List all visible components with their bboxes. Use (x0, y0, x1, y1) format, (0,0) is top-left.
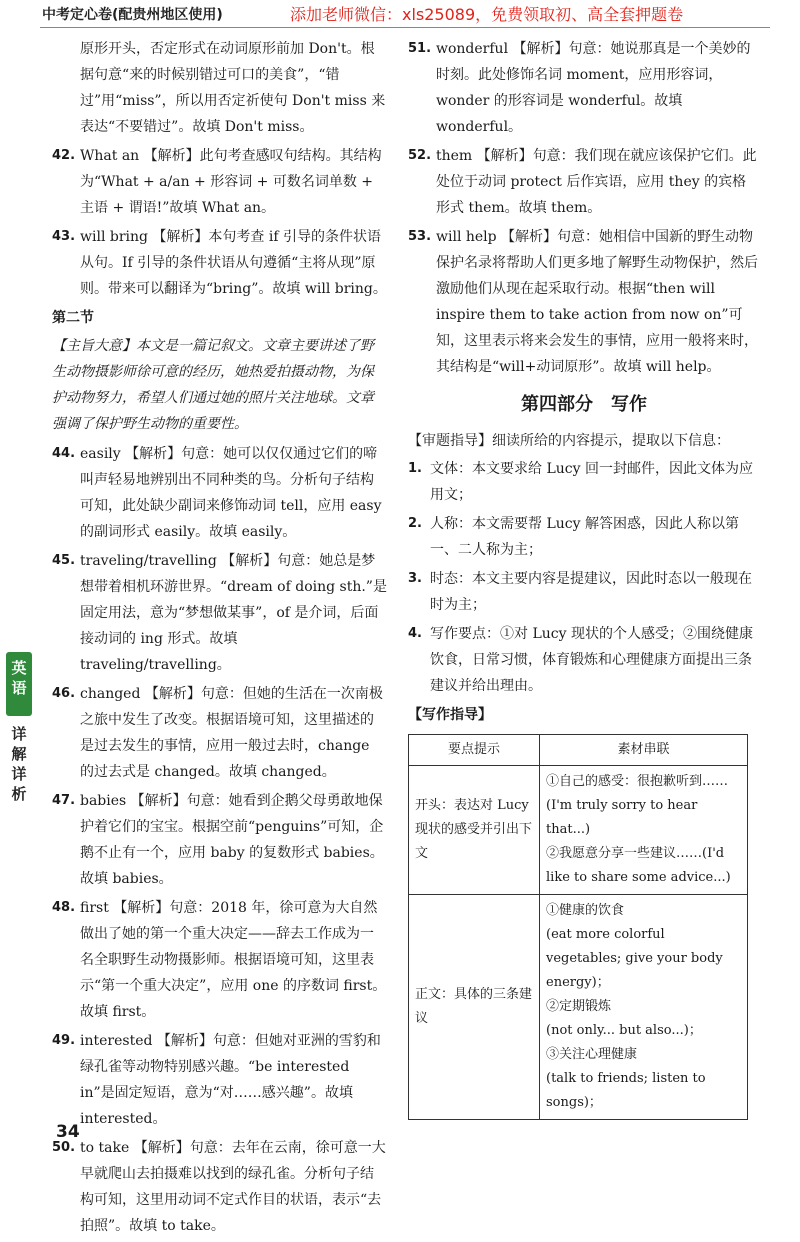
page-number: 34 (56, 1122, 80, 1142)
answer-item (52, 1028, 387, 1132)
answer-text: wonderful 【解析】句意：她说那真是一个美妙的时刻。此处修饰名词 moment，应用形容词，wonder 的形容词是 wonderful。故填 wonderful。 (436, 41, 751, 135)
answer-text: 原形开头，否定形式在动词原形前加 Don't。根据句意“来的时候别错过可口的美食”，“错过”用“miss”，所以用否定祈使句 Don't miss 来表达“不要错过”。故填 Don't miss。 (80, 41, 386, 135)
table-cell-point: 正文：具体的三条建议 (409, 895, 540, 1120)
guide-point (408, 566, 760, 618)
answer-text: What an 【解析】此句考查感叹句结构。其结构为“What + a/an + 形容词 + 可数名词单数 + 主语 + 谓语!”故填 What an。 (80, 148, 382, 216)
answer-number: 42. (52, 148, 76, 163)
answer-text: will bring 【解析】本句考查 if 引导的条件状语从句。If 引导的条件状语从句遵循“主将从现”原则。带来可以翻译为“bring”。故填 will bring。 (80, 229, 387, 297)
table-header: 素材串联 (540, 735, 748, 766)
answer-item (408, 143, 760, 221)
guide-point (408, 621, 760, 699)
answer-item (52, 788, 387, 892)
answer-text: will help 【解析】句意：她相信中国新的野生动物保护名录将帮助人们更多地了解野生动物保护，然后激励他们从现在起采取行动。根据“then will inspire them to take action from now on”可知，这里表示将来会发生的事情，应用一般将来时，其结构是“will+动词原形”。故填 will help。 (436, 229, 758, 375)
answer-text: them 【解析】句意：我们现在就应该保护它们。此处位于动词 protect 后作宾语，应用 they 的宾格形式 them。故填 them。 (436, 148, 757, 216)
answer-number: 43. (52, 229, 76, 244)
answer-number: 46. (52, 686, 76, 701)
answer-text: traveling/travelling 【解析】句意：她总是梦想带着相机环游世界。“dream of doing sth.”是固定用法，意为“梦想做某事”，of 是介词，后面接动词的 ing 形式。故填 traveling/travelling。 (80, 553, 387, 673)
material-line: (not only... but also...)； (546, 1023, 702, 1038)
table-cell-material (540, 895, 748, 1120)
left-column (52, 36, 387, 1242)
answer-number: 47. (52, 793, 76, 808)
answer-text: first 【解析】句意：2018 年，徐可意为大自然做出了她的第一个重大决定——辞去工作成为一名全职野生动物摄影师。根据语境可知，这里表示“第一个重大决定”，应用 one 的序数词 first。故填 first。 (80, 900, 387, 1020)
answer-item (52, 548, 387, 678)
material-line: (eat more colorful vegetables; give your body energy)； (546, 927, 723, 990)
watermark-text: 添加老师微信：xls25089，免费领取初、高全套押题卷 (290, 5, 684, 24)
answer-text: to take 【解析】句意：去年在云南，徐可意一大早就爬山去拍摄难以找到的绿孔雀。分析句子结构可知，这里用动词不定式作目的状语，表示“去拍照”。故填 to take。 (80, 1140, 386, 1234)
answer-number: 48. (52, 900, 76, 915)
table-header-row (409, 735, 748, 766)
guide-point (408, 511, 760, 563)
book-title: 中考定心卷(配贵州地区使用) (42, 7, 223, 23)
answer-item (52, 895, 387, 1025)
point-number: 4. (408, 626, 422, 641)
table-cell-point: 开头：表达对 Lucy 现状的感受并引出下文 (409, 766, 540, 895)
answer-item (408, 36, 760, 140)
answer-number: 51. (408, 41, 432, 56)
point-text: 人称：本文需要帮 Lucy 解答困惑，因此人称以第一、二人称为主； (430, 516, 739, 558)
material-line: ②我愿意分享一些建议……(I'd like to share some advice...) (546, 846, 731, 885)
answer-text: easily 【解析】句意：她可以仅仅通过它们的啼叫声轻易地辨别出不同种类的鸟。分析句子结构可知，此处缺少副词来修饰动词 tell，应用 easy 的副词形式 easily。故填 easily。 (80, 446, 382, 540)
subject-tab: 英语 (6, 652, 32, 716)
main-idea: 【主旨大意】本文是一篇记叙文。文章主要讲述了野生动物摄影师徐可意的经历，她热爱拍摄动物，为保护动物努力，希望人们通过她的照片关注地球。文章强调了保护野生动物的重要性。 (52, 338, 374, 432)
answer-item (52, 441, 387, 545)
section-2-title: 第二节 (52, 310, 94, 326)
right-column (408, 36, 760, 1120)
point-number: 1. (408, 461, 422, 476)
table-row (409, 766, 748, 895)
answer-item (52, 681, 387, 785)
answer-number: 44. (52, 446, 76, 461)
part-4-title: 第四部分 写作 (521, 394, 647, 415)
material-line: (talk to friends; listen to songs)； (546, 1071, 706, 1110)
answer-text: changed 【解析】句意：但她的生活在一次南极之旅中发生了改变。根据语境可知，这里描述的是过去发生的事情，应用一般过去时，change 的过去式是 changed。故填 changed。 (80, 686, 383, 780)
answer-number: 52. (408, 148, 432, 163)
answer-item (52, 1135, 387, 1239)
answer-text: interested 【解析】句意：但她对亚洲的雪豹和绿孔雀等动物特别感兴趣。“be interested in”是固定短语，意为“对……感兴趣”。故填 interested。 (80, 1033, 381, 1127)
point-text: 文体：本文要求给 Lucy 回一封邮件，因此文体为应用文； (430, 461, 753, 503)
side-label: 详解详析 (11, 725, 27, 803)
answer-number: 49. (52, 1033, 76, 1048)
answer-41-continued (52, 36, 387, 140)
answer-number: 53. (408, 229, 432, 244)
writing-guide-label: 【写作指导】 (408, 707, 492, 723)
point-number: 2. (408, 516, 422, 531)
material-line: ①自己的感受：很抱歉听到……(I'm truly sorry to hear that...) (546, 774, 729, 837)
material-line: ②定期锻炼 (546, 999, 612, 1014)
material-line: ①健康的饮食 (546, 903, 625, 918)
point-number: 3. (408, 571, 422, 586)
material-line: ③关注心理健康 (546, 1047, 638, 1062)
review-guide: 【审题指导】细读所给的内容提示，提取以下信息： (408, 433, 730, 449)
point-text: 时态：本文主要内容是提建议，因此时态以一般现在时为主； (430, 571, 752, 613)
answer-number: 45. (52, 553, 76, 568)
table-row (409, 895, 748, 1120)
table-cell-material (540, 766, 748, 895)
table-header: 要点提示 (409, 735, 540, 766)
header-divider (40, 27, 770, 28)
guide-point (408, 456, 760, 508)
writing-guide-table (408, 734, 748, 1120)
point-text: 写作要点：①对 Lucy 现状的个人感受；②围绕健康饮食，日常习惯，体育锻炼和心理健康方面提出三条建议并给出理由。 (430, 626, 753, 694)
answer-number: 50. (52, 1140, 76, 1155)
answer-item (408, 224, 760, 380)
answer-item (52, 143, 387, 221)
answer-text: babies 【解析】句意：她看到企鹅父母勇敢地保护着它们的宝宝。根据空前“penguins”可知，企鹅不止有一个，应用 baby 的复数形式 babies。故填 babies。 (80, 793, 384, 887)
answer-item (52, 224, 387, 302)
